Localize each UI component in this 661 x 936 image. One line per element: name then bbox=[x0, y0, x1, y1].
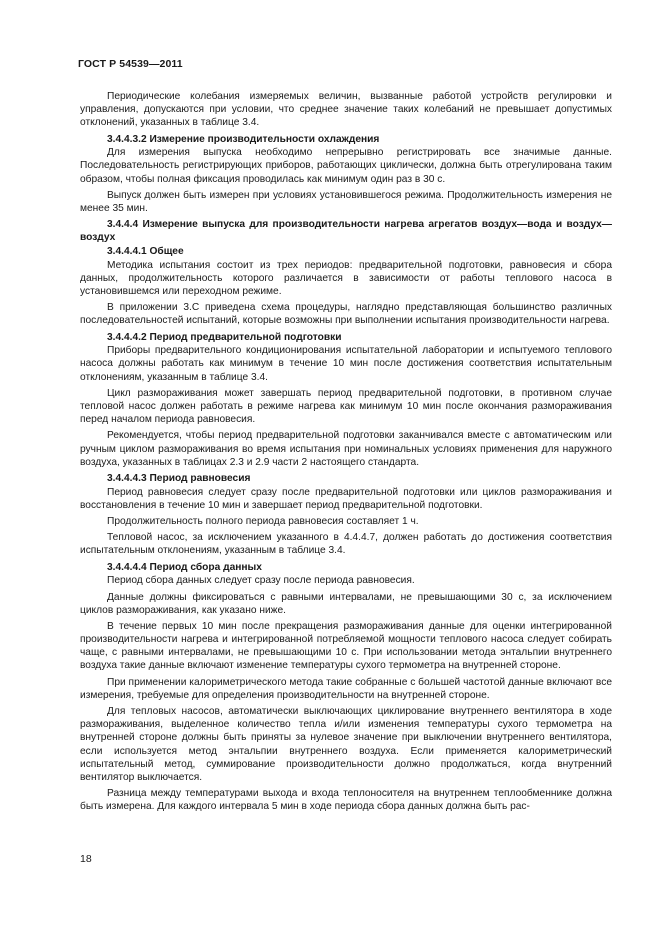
paragraph: Разница между температурами выхода и входа теплоносителя на внутреннем теплообменнике должна быть измерена. Для каждого интервала 5 мин в ходе периода сбора данных должна быть рас- bbox=[80, 788, 612, 813]
section-heading: 3.4.4.4 Измерение выпуска для производительности нагрева агрегатов воздух—вода и воздух—воздух bbox=[80, 219, 612, 244]
paragraph: Период сбора данных следует сразу после периода равновесия. bbox=[107, 575, 415, 587]
paragraph: Периодические колебания измеряемых величин, вызванные работой устройств регулировки и управления, допускаются при условии, что среднее значение таких колебаний не превышает допустимых отклонений, указанных в таблице 3.4. bbox=[80, 91, 612, 129]
paragraph: Данные должны фиксироваться с равными интервалами, не превышающими 30 с, за исключением циклов размораживания, как указано ниже. bbox=[80, 591, 612, 616]
paragraph: В течение первых 10 мин после прекращения размораживания данные для оценки интегрированной производительности нагрева и интегрированной потребляемой мощности теплового насоса следует собирать чаще, с равными интервалами, не превышающими 10 с. При использовании метода энтальпии внутреннего воздуха такие данные включают изменение температуры сухого термометра на внутренней стороне. bbox=[80, 621, 612, 672]
paragraph: Рекомендуется, чтобы период предварительной подготовки заканчивался вместе с автоматическим или ручным циклом размораживания во время испытания при номинальных условиях применения для наружного воздуха, указанных в таблицах 2.3 и 2.9 части 2 настоящего стандарта. bbox=[80, 430, 612, 468]
section-heading: 3.4.4.4.4 Период сбора данных bbox=[107, 561, 262, 573]
section-heading: 3.4.4.4.3 Период равновесия bbox=[107, 472, 251, 484]
document-body bbox=[80, 90, 612, 817]
section-heading: 3.4.4.4.1 Общее bbox=[107, 246, 184, 257]
paragraph: Приборы предварительного кондиционирования испытательной лаборатории и испытуемого теплового насоса должны работать как минимум в течение 10 мин после достижения соответствия испытательным отклонениям, указанным в таблице 3.4. bbox=[80, 345, 612, 383]
paragraph: Для тепловых насосов, автоматически выключающих циклирование внутреннего вентилятора в ходе размораживания, выделенное количество тепла и/или изменения температуры сухого термометра на внутренней стороне должны быть приняты за нулевое значение при выключении внутреннего вентилятора, если используется метод энтальпии внутреннего воздуха. Если применяется калориметрический испытательный метод, суммирование производительности должно продолжаться, когда внутренний вентилятор выключается. bbox=[80, 706, 612, 783]
paragraph: В приложении 3.С приведена схема процедуры, наглядно представляющая большинство различных последовательностей испытаний, которые возможны при выполнении испытания производительности нагрева. bbox=[80, 302, 612, 327]
paragraph: Период равновесия следует сразу после предварительной подготовки или циклов размораживания и восстановления в течение 10 мин и завершает период предварительной подготовки. bbox=[80, 486, 612, 511]
paragraph: Методика испытания состоит из трех периодов: предварительной подготовки, равновесия и сбора данных, продолжительность которого различается в зависимости от работы теплового насоса в установившемся или переходном режиме. bbox=[80, 259, 612, 297]
paragraph: Для измерения выпуска необходимо непрерывно регистрировать все значимые данные. Последовательность регистрирующих приборов, работающих циклически, должна быть отрегулирована таким образом, чтобы полная фиксация проводилась как минимум один раз в 30 с. bbox=[80, 147, 612, 185]
section-heading: 3.4.4.3.2 Измерение производительности охлаждения bbox=[107, 133, 380, 145]
paragraph: Тепловой насос, за исключением указанного в 4.4.4.7, должен работать до достижения соответствия испытательным отклонениям, указанным в таблице 3.4. bbox=[80, 532, 612, 557]
document-header: ГОСТ Р 54539—2011 bbox=[78, 58, 183, 70]
paragraph: Цикл размораживания может завершать период предварительной подготовки, в противном случае тепловой насос должен работать в режиме нагрева как минимум 10 мин после окончания размораживания перед началом периода равновесия. bbox=[80, 387, 612, 426]
paragraph: Выпуск должен быть измерен при условиях установившегося режима. Продолжительность измерения не менее 35 мин. bbox=[80, 189, 612, 214]
section-heading: 3.4.4.4.2 Период предварительной подготовки bbox=[107, 331, 342, 343]
page-number: 18 bbox=[80, 853, 92, 865]
paragraph: При применении калориметрического метода такие собранные с большей частотой данные включают все измерения, требуемые для определения производительности на внутренней стороне. bbox=[80, 676, 612, 701]
paragraph: Продолжительность полного периода равновесия составляет 1 ч. bbox=[107, 516, 419, 528]
